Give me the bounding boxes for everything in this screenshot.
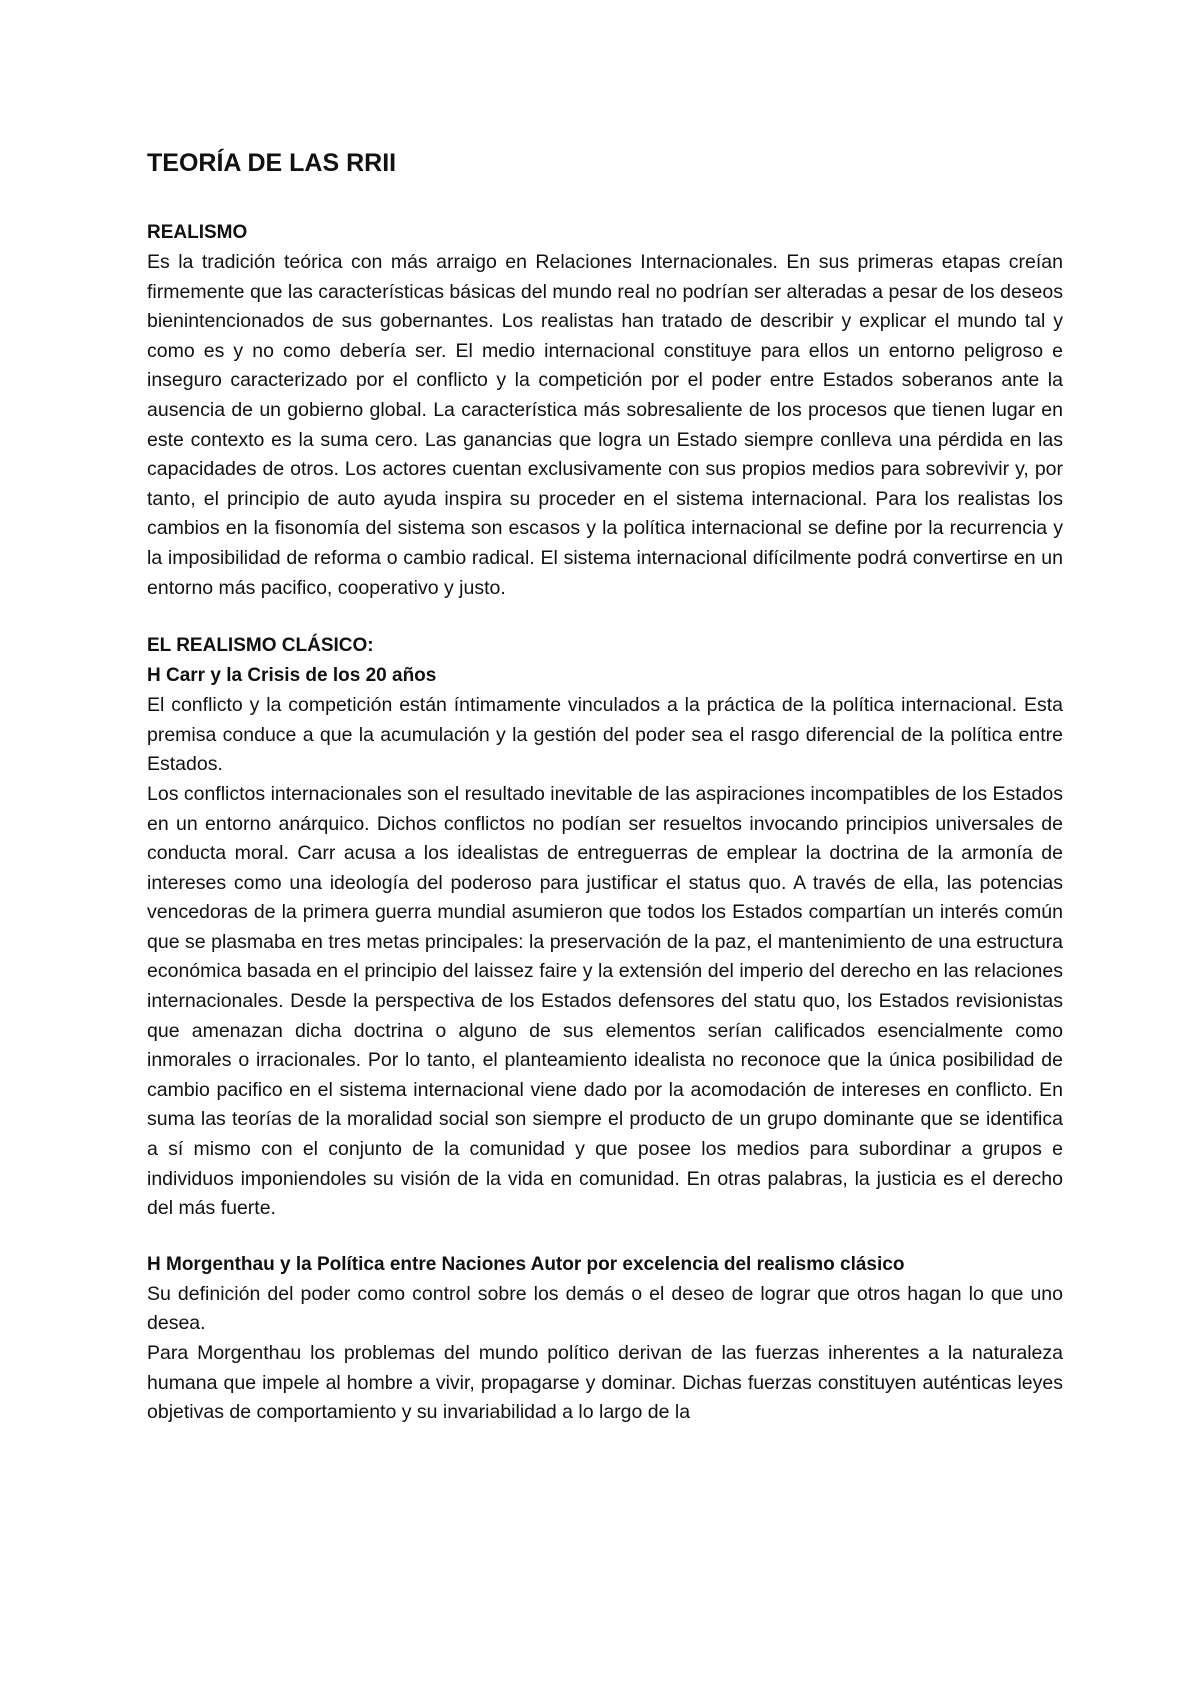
paragraph-carr-1: El conflicto y la competición están íntimamente vinculados a la práctica de la política internacional. Esta premisa conduce a que la acumulación y la gestión del poder sea el rasgo diferencial de la política entre Estados.	[147, 694, 1063, 776]
section-realismo-clasico	[147, 631, 1063, 1224]
paragraph-morgenthau-1: Su definición del poder como control sobre los demás o el deseo de lograr que otros hagan lo que uno desea.	[147, 1282, 1063, 1335]
document-page	[147, 146, 1063, 1428]
section-realismo	[147, 218, 1063, 603]
subheading-morgenthau: H Morgenthau y la Política entre Naciones Autor por excelencia del realismo clásico	[147, 1253, 905, 1275]
section-morgenthau	[147, 1250, 1063, 1428]
paragraph-morgenthau-2: Para Morgenthau los problemas del mundo político derivan de las fuerzas inherentes a la naturaleza humana que impele al hombre a vivir, propagarse y dominar. Dichas fuerzas constituyen auténticas leyes objetivas de comportamiento y su invariabilidad a lo largo de la	[147, 1342, 1063, 1424]
section-heading-realismo-clasico: EL REALISMO CLÁSICO:	[147, 635, 374, 657]
spacer	[147, 603, 1063, 631]
paragraph-carr-2: Los conflictos internacionales son el resultado inevitable de las aspiraciones incompatibles de los Estados en un entorno anárquico. Dichos conflictos no podían ser resueltos invocando principios universales de conducta moral. Carr acusa a los idealistas de entreguerras de emplear la doctrina de la armonía de intereses como una ideología del poderoso para justificar el status quo. A través de ella, las potencias vencedoras de la primera guerra mundial asumieron que todos los Estados compartían un interés común que se plasmaba en tres metas principales: la preservación de la paz, el mantenimiento de una estructura económica basada en el principio del laissez faire y la extensión del imperio del derecho en las relaciones internacionales. Desde la perspectiva de los Estados defensores del statu quo, los Estados revisionistas que amenazan dicha doctrina o alguno de sus elementos serían calificados esencialmente como inmorales o irracionales. Por lo tanto, el planteamiento idealista no reconoce que la única posibilidad de cambio pacifico en el sistema internacional viene dado por la acomodación de intereses en conflicto. En suma las teorías de la moralidad social son siempre el producto de un grupo dominante que se identifica a sí mismo con el conjunto de la comunidad y que posee los medios para subordinar a grupos e individuos imponiendoles su visión de la vida en comunidad. En otras palabras, la justicia es el derecho del más fuerte.	[147, 782, 1063, 1220]
section-heading-realismo: REALISMO	[147, 222, 248, 243]
subheading-carr: H Carr y la Crisis de los 20 años	[147, 665, 437, 687]
paragraph-realismo: Es la tradición teórica con más arraigo en Relaciones Internacionales. En sus primeras etapas creían firmemente que las características básicas del mundo real no podrían ser alteradas a pesar de los deseos bienintencionados de sus gobernantes. Los realistas han tratado de describir y explicar el mundo tal y como es y no como debería ser. El medio internacional constituye para ellos un entorno peligroso e inseguro caracterizado por el conflicto y la competición por el poder entre Estados soberanos ante la ausencia de un gobierno global. La característica más sobresaliente de los procesos que tienen lugar en este contexto es la suma cero. Las ganancias que logra un Estado siempre conlleva una pérdida en las capacidades de otros. Los actores cuentan exclusivamente con sus propios medios para sobrevivir y, por tanto, el principio de auto ayuda inspira su proceder en el sistema internacional. Para los realistas los cambios en la fisonomía del sistema son escasos y la política internacional se define por la recurrencia y la imposibilidad de reforma o cambio radical. El sistema internacional difícilmente podrá convertirse en un entorno más pacifico, cooperativo y justo.	[147, 251, 1063, 599]
spacer	[147, 1224, 1063, 1250]
document-title: TEORÍA DE LAS RRII	[147, 149, 397, 177]
